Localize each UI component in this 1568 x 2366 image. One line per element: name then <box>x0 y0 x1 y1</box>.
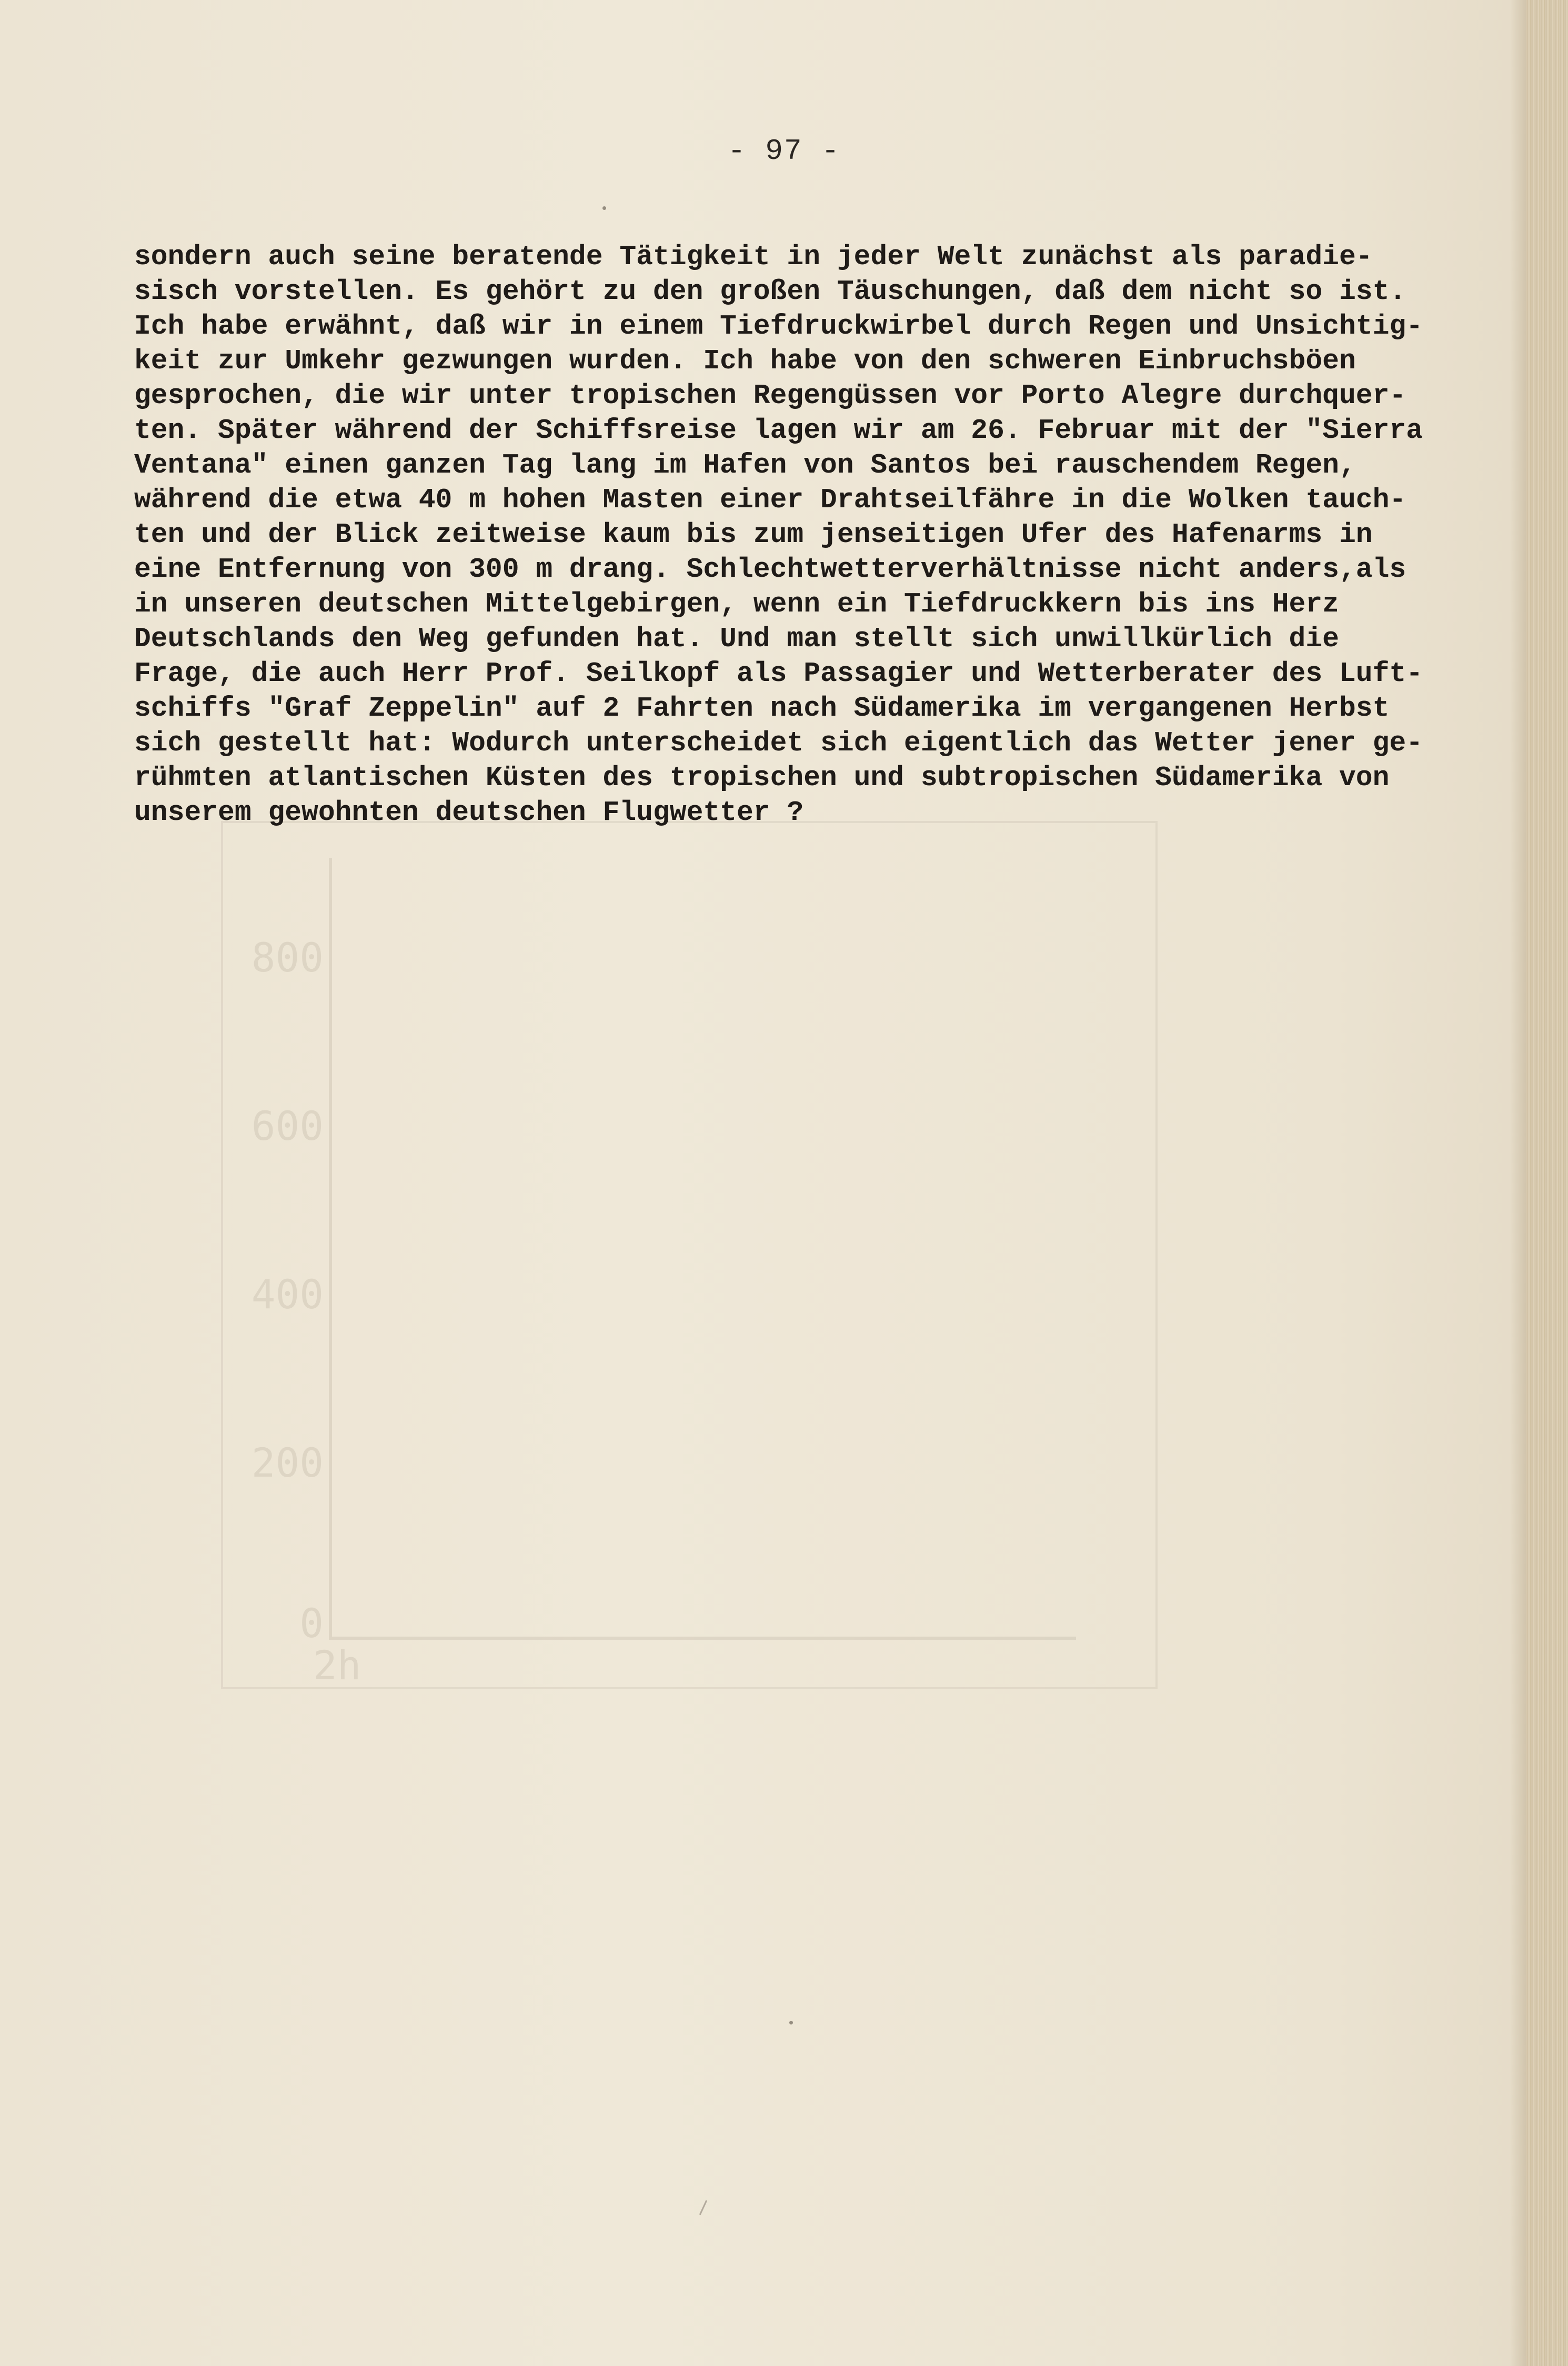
show-through-tick: 600 <box>251 1102 324 1149</box>
text-line: ten. Später während der Schiffsreise lagen wir am 26. Februar mit der "Sierra <box>134 415 1423 446</box>
reverse-side-chart-show-through <box>208 821 1171 1705</box>
text-line: rühmten atlantischen Küsten des tropischen und subtropischen Südamerika von <box>134 762 1390 794</box>
paper-speck <box>602 206 606 210</box>
show-through-frame <box>221 821 1158 1689</box>
text-line: Ventana" einen ganzen Tag lang im Hafen von Santos bei rauschendem Regen, <box>134 449 1356 481</box>
page-edge <box>1526 0 1568 2366</box>
text-line: unserem gewohnten deutschen Flugwetter ? <box>134 797 804 828</box>
show-through-x-axis <box>329 1637 1076 1640</box>
text-line: Frage, die auch Herr Prof. Seilkopf als Passagier und Wetterberater des Luft- <box>134 658 1423 689</box>
text-line: sondern auch seine beratende Tätigkeit in jeder Welt zunächst als paradie- <box>134 241 1373 273</box>
show-through-tick: 400 <box>251 1271 324 1318</box>
text-line: sich gestellt hat: Wodurch unterscheidet sich eigentlich das Wetter jener ge- <box>134 727 1423 759</box>
text-line: ten und der Blick zeitweise kaum bis zum jenseitigen Ufer des Hafenarms in <box>134 519 1373 550</box>
text-line: sisch vorstellen. Es gehört zu den großen Täuschungen, daß dem nicht so ist. <box>134 276 1406 307</box>
show-through-tick: 2h <box>313 1642 361 1689</box>
paper-mark <box>699 2200 707 2215</box>
show-through-tick: 800 <box>251 934 324 981</box>
show-through-tick: 0 <box>299 1600 324 1647</box>
text-line: keit zur Umkehr gezwungen wurden. Ich habe von den schweren Einbruchsböen <box>134 345 1356 377</box>
text-line: gesprochen, die wir unter tropischen Regengüssen vor Porto Alegre durchquer- <box>134 380 1406 412</box>
text-line: schiffs "Graf Zeppelin" auf 2 Fahrten nach Südamerika im vergangenen Herbst <box>134 693 1390 724</box>
text-line: Ich habe erwähnt, daß wir in einem Tiefdruckwirbel durch Regen und Unsichtig- <box>134 310 1423 342</box>
text-line: Deutschlands den Weg gefunden hat. Und man stellt sich unwillkürlich die <box>134 623 1339 655</box>
paper-speck <box>789 2021 793 2024</box>
page-edge-shadow <box>1510 0 1526 2366</box>
text-line: eine Entfernung von 300 m drang. Schlechtwetterverhältnisse nicht anders,als <box>134 554 1406 585</box>
show-through-y-axis <box>329 858 332 1637</box>
text-line: in unseren deutschen Mittelgebirgen, wenn ein Tiefdruckkern bis ins Herz <box>134 588 1339 620</box>
body-paragraph <box>134 239 1460 830</box>
show-through-tick: 200 <box>251 1439 324 1486</box>
text-line: während die etwa 40 m hohen Masten einer Drahtseilfähre in die Wolken tauch- <box>134 484 1406 516</box>
page-number: - 97 - <box>728 134 840 168</box>
